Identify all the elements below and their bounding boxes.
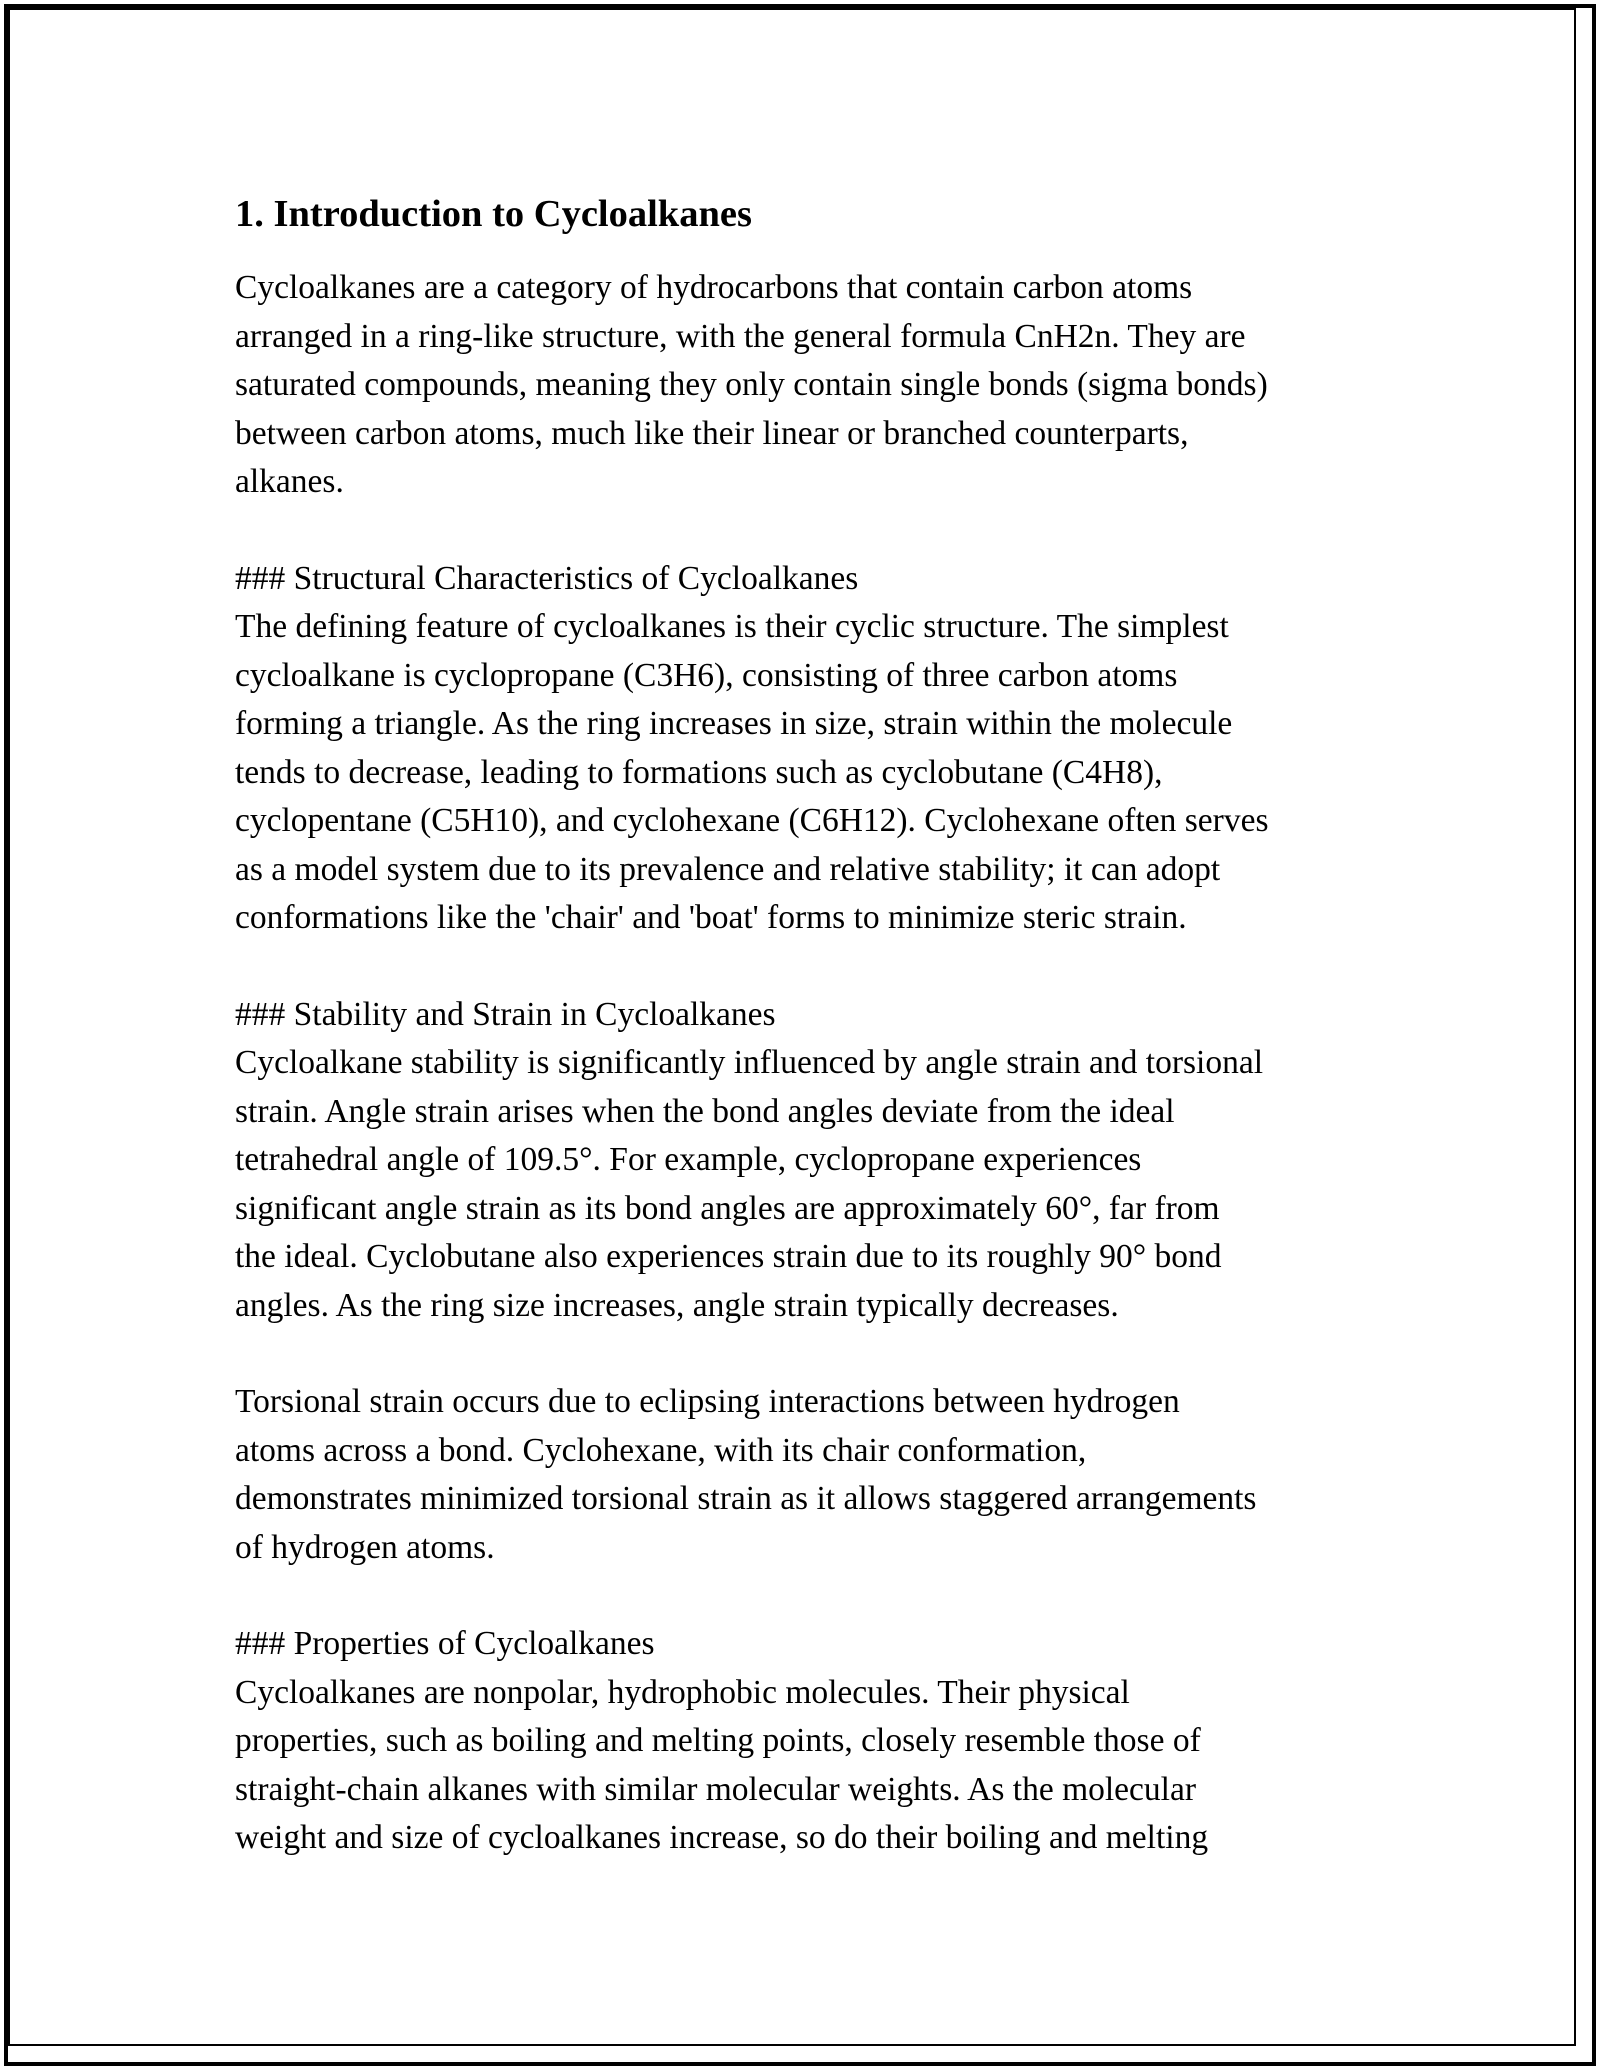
text-line: as a model system due to its prevalence and relative stability; it can adopt (235, 850, 1221, 888)
text-line: significant angle strain as its bond angles are approximately 60°, far from (235, 1189, 1220, 1227)
torsional-strain-paragraph (235, 1378, 1385, 1572)
text-line: alkanes. (235, 463, 344, 500)
text-line: tetrahedral angle of 109.5°. For example, cyclopropane experiences (235, 1141, 1142, 1178)
section-structural-characteristics (235, 555, 1385, 943)
text-line: Torsional strain occurs due to eclipsing interactions between hydrogen (235, 1383, 1180, 1420)
text-line: The defining feature of cycloalkanes is their cyclic structure. The simplest (235, 608, 1229, 645)
text-line: atoms across a bond. Cyclohexane, with its chair conformation, (235, 1431, 1087, 1469)
intro-paragraph (235, 264, 1385, 507)
text-line: properties, such as boiling and melting points, closely resemble those of (235, 1722, 1201, 1759)
text-line: Cycloalkanes are a category of hydrocarbons that contain carbon atoms (235, 269, 1193, 306)
section-paragraph (235, 603, 1385, 943)
section-paragraph (235, 1039, 1385, 1330)
section-heading: ### Structural Characteristics of Cycloalkanes (235, 559, 859, 597)
text-line: cyclopentane (C5H10), and cyclohexane (C6H12). Cyclohexane often serves (235, 802, 1269, 839)
text-line: arranged in a ring-like structure, with the general formula CnH2n. They are (235, 317, 1246, 355)
section-stability-and-strain (235, 991, 1385, 1331)
text-line: conformations like the 'chair' and 'boat' forms to minimize steric strain. (235, 899, 1187, 936)
text-line: weight and size of cycloalkanes increase, so do their boiling and melting (235, 1819, 1209, 1856)
text-line: Cycloalkanes are nonpolar, hydrophobic molecules. Their physical (235, 1673, 1130, 1711)
section-heading: ### Properties of Cycloalkanes (235, 1625, 655, 1662)
text-line: the ideal. Cyclobutane also experiences strain due to its roughly 90° bond (235, 1238, 1222, 1275)
text-line: strain. Angle strain arises when the bond angles deviate from the ideal (235, 1092, 1175, 1130)
section-paragraph (235, 1669, 1385, 1863)
document-body (235, 188, 1385, 1911)
text-line: angles. As the ring size increases, angle strain typically decreases. (235, 1286, 1119, 1324)
text-line: forming a triangle. As the ring increases in size, strain within the molecule (235, 705, 1233, 742)
text-line: tends to decrease, leading to formations such as cyclobutane (C4H8), (235, 753, 1163, 791)
text-line: straight-chain alkanes with similar molecular weights. As the molecular (235, 1770, 1196, 1808)
text-line: saturated compounds, meaning they only contain single bonds (sigma bonds) (235, 366, 1268, 403)
text-line: demonstrates minimized torsional strain as it allows staggered arrangements (235, 1480, 1257, 1517)
text-line: cycloalkane is cyclopropane (C3H6), consisting of three carbon atoms (235, 656, 1178, 694)
section-properties (235, 1620, 1385, 1863)
document-title: 1. Introduction to Cycloalkanes (235, 193, 752, 235)
text-line: of hydrogen atoms. (235, 1528, 495, 1566)
text-line: Cycloalkane stability is significantly influenced by angle strain and torsional (235, 1044, 1264, 1081)
text-line: between carbon atoms, much like their linear or branched counterparts, (235, 414, 1189, 452)
section-heading: ### Stability and Strain in Cycloalkanes (235, 995, 776, 1033)
